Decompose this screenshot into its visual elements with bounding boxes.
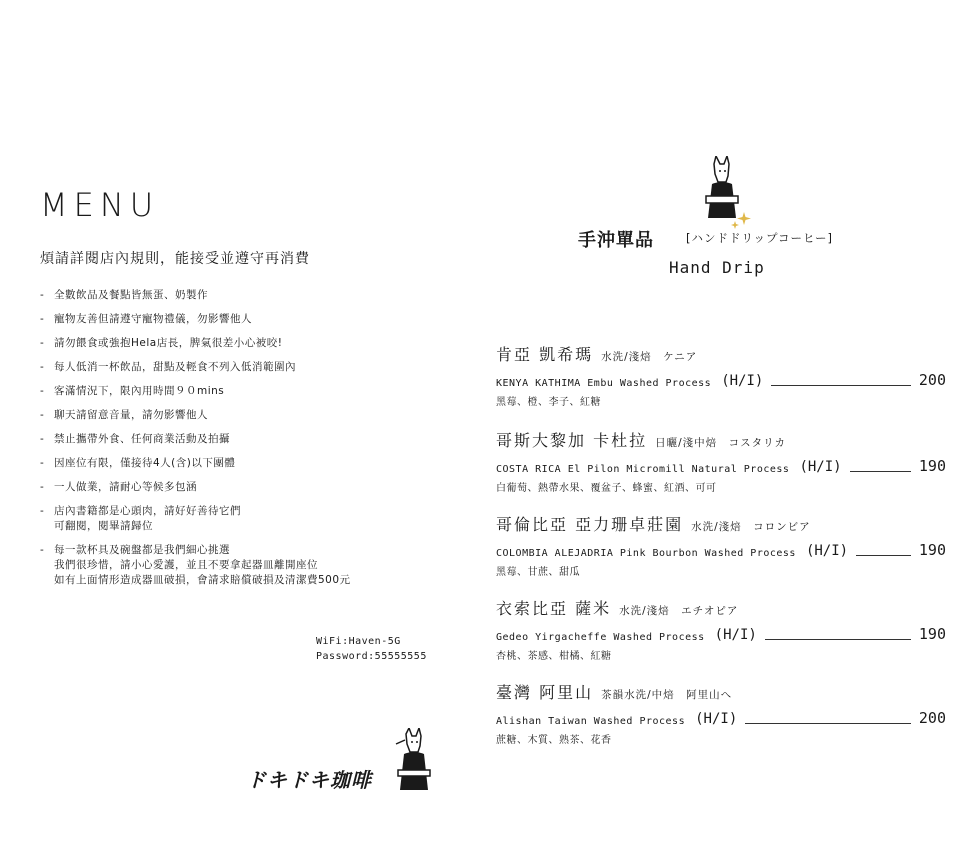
dog-mascot-icon [702, 156, 742, 220]
item-notes: 黑莓、橙、李子、紅糖 [496, 397, 601, 408]
rule-item: - 每一款杯具及碗盤都是我們細心挑選 我們很珍惜，請小心愛護，並且不要拿起器皿離開座位 如有上面情形造成器皿破損，會請求賠償破損及清潔費500元 [40, 544, 351, 586]
item-meta: 水洗/淺焙 エチオピア [619, 605, 739, 617]
menu-item [496, 596, 946, 662]
item-price: 200 [918, 371, 946, 389]
item-name: 哥斯大黎加 卡杜拉 [496, 431, 648, 450]
item-size: (H/I) [721, 373, 764, 389]
rules-list [40, 288, 430, 597]
rule-item: - 請勿餵食或強抱Hela店長，脾氣很差小心被咬! [40, 337, 283, 349]
section-subtitle: [ハンドドリップコーヒー] [686, 231, 833, 245]
item-price: 200 [918, 709, 946, 727]
rule-item: - 每人低消一杯飲品，甜點及輕食不列入低消範圍內 [40, 361, 296, 373]
item-price: 190 [918, 541, 946, 559]
rule-item: - 一人做業，請耐心等候多包涵 [40, 481, 197, 493]
brand-logo-text: ドキドキ珈啡 [246, 768, 372, 792]
rule-item: - 全數飲品及餐點皆無蛋、奶製作 [40, 289, 208, 301]
item-price: 190 [918, 625, 946, 643]
item-size: (H/I) [805, 543, 849, 559]
sparkle-icon [730, 212, 752, 230]
rules-notice: 煩請詳閱店內規則，能接受並遵守再消費 [40, 251, 310, 267]
section-title: 手沖單品 [578, 230, 654, 251]
item-english: KENYA KATHIMA Embu Washed Process [496, 378, 712, 389]
price-leader [745, 722, 911, 724]
item-name: 肯亞 凱希瑪 [496, 345, 594, 364]
item-meta: 茶韻水洗/中焙 阿里山へ [601, 689, 733, 701]
rule-item: - 店內書籍都是心頭肉，請好好善待它們 可翻閱，閱畢請歸位 [40, 505, 241, 532]
item-name: 臺灣 阿里山 [496, 683, 594, 702]
item-english: COSTA RICA El Pilon Micromill Natural Process [496, 464, 790, 475]
item-notes: 黑莓、甘蔗、甜瓜 [496, 567, 580, 578]
menu-item [496, 512, 946, 578]
rule-item: - 聊天請留意音量，請勿影響他人 [40, 409, 208, 421]
price-leader [850, 470, 911, 472]
item-meta: 水洗/淺焙 ケニア [601, 351, 698, 363]
item-size: (H/I) [695, 711, 738, 727]
price-leader [856, 554, 911, 556]
dog-mascot-icon [392, 728, 436, 794]
item-english: COLOMBIA ALEJADRIA Pink Bourbon Washed Process [496, 548, 796, 559]
rule-item: - 客滿情況下，限內用時間９０mins [40, 385, 225, 397]
item-english: Gedeo Yirgacheffe Washed Process [496, 632, 705, 643]
wifi-info [316, 634, 427, 664]
item-meta: 水洗/淺焙 コロンビア [691, 521, 811, 533]
item-english: Alishan Taiwan Washed Process [496, 716, 686, 727]
item-size: (H/I) [714, 627, 757, 643]
price-leader [765, 638, 911, 640]
rule-item: - 因座位有限，僅接待4人(含)以下團體 [40, 457, 236, 469]
item-notes: 蔗糖、木質、熟茶、花香 [496, 735, 612, 746]
rule-item: - 寵物友善但請遵守寵物禮儀，勿影響他人 [40, 313, 252, 325]
item-size: (H/I) [799, 459, 842, 475]
item-notes: 白葡萄、熱帶水果、覆盆子、蜂蜜、紅酒、可可 [496, 483, 717, 494]
price-leader [771, 384, 911, 386]
item-meta: 日曬/淺中焙 コスタリカ [655, 437, 787, 449]
wifi-password: Password:55555555 [316, 651, 427, 662]
menu-title: MENU [40, 186, 160, 224]
menu-item [496, 680, 946, 746]
wifi-name: WiFi:Haven-5G [316, 636, 401, 647]
item-name: 哥倫比亞 亞力珊卓莊園 [496, 515, 684, 534]
menu-item [496, 428, 946, 494]
item-notes: 杏桃、茶感、柑橘、紅糖 [496, 651, 612, 662]
section-english: Hand Drip [669, 258, 765, 277]
menu-item [496, 342, 946, 408]
item-price: 190 [918, 457, 946, 475]
rule-item: - 禁止攜帶外食、任何商業活動及拍攝 [40, 433, 230, 445]
item-name: 衣索比亞 薩米 [496, 599, 612, 618]
